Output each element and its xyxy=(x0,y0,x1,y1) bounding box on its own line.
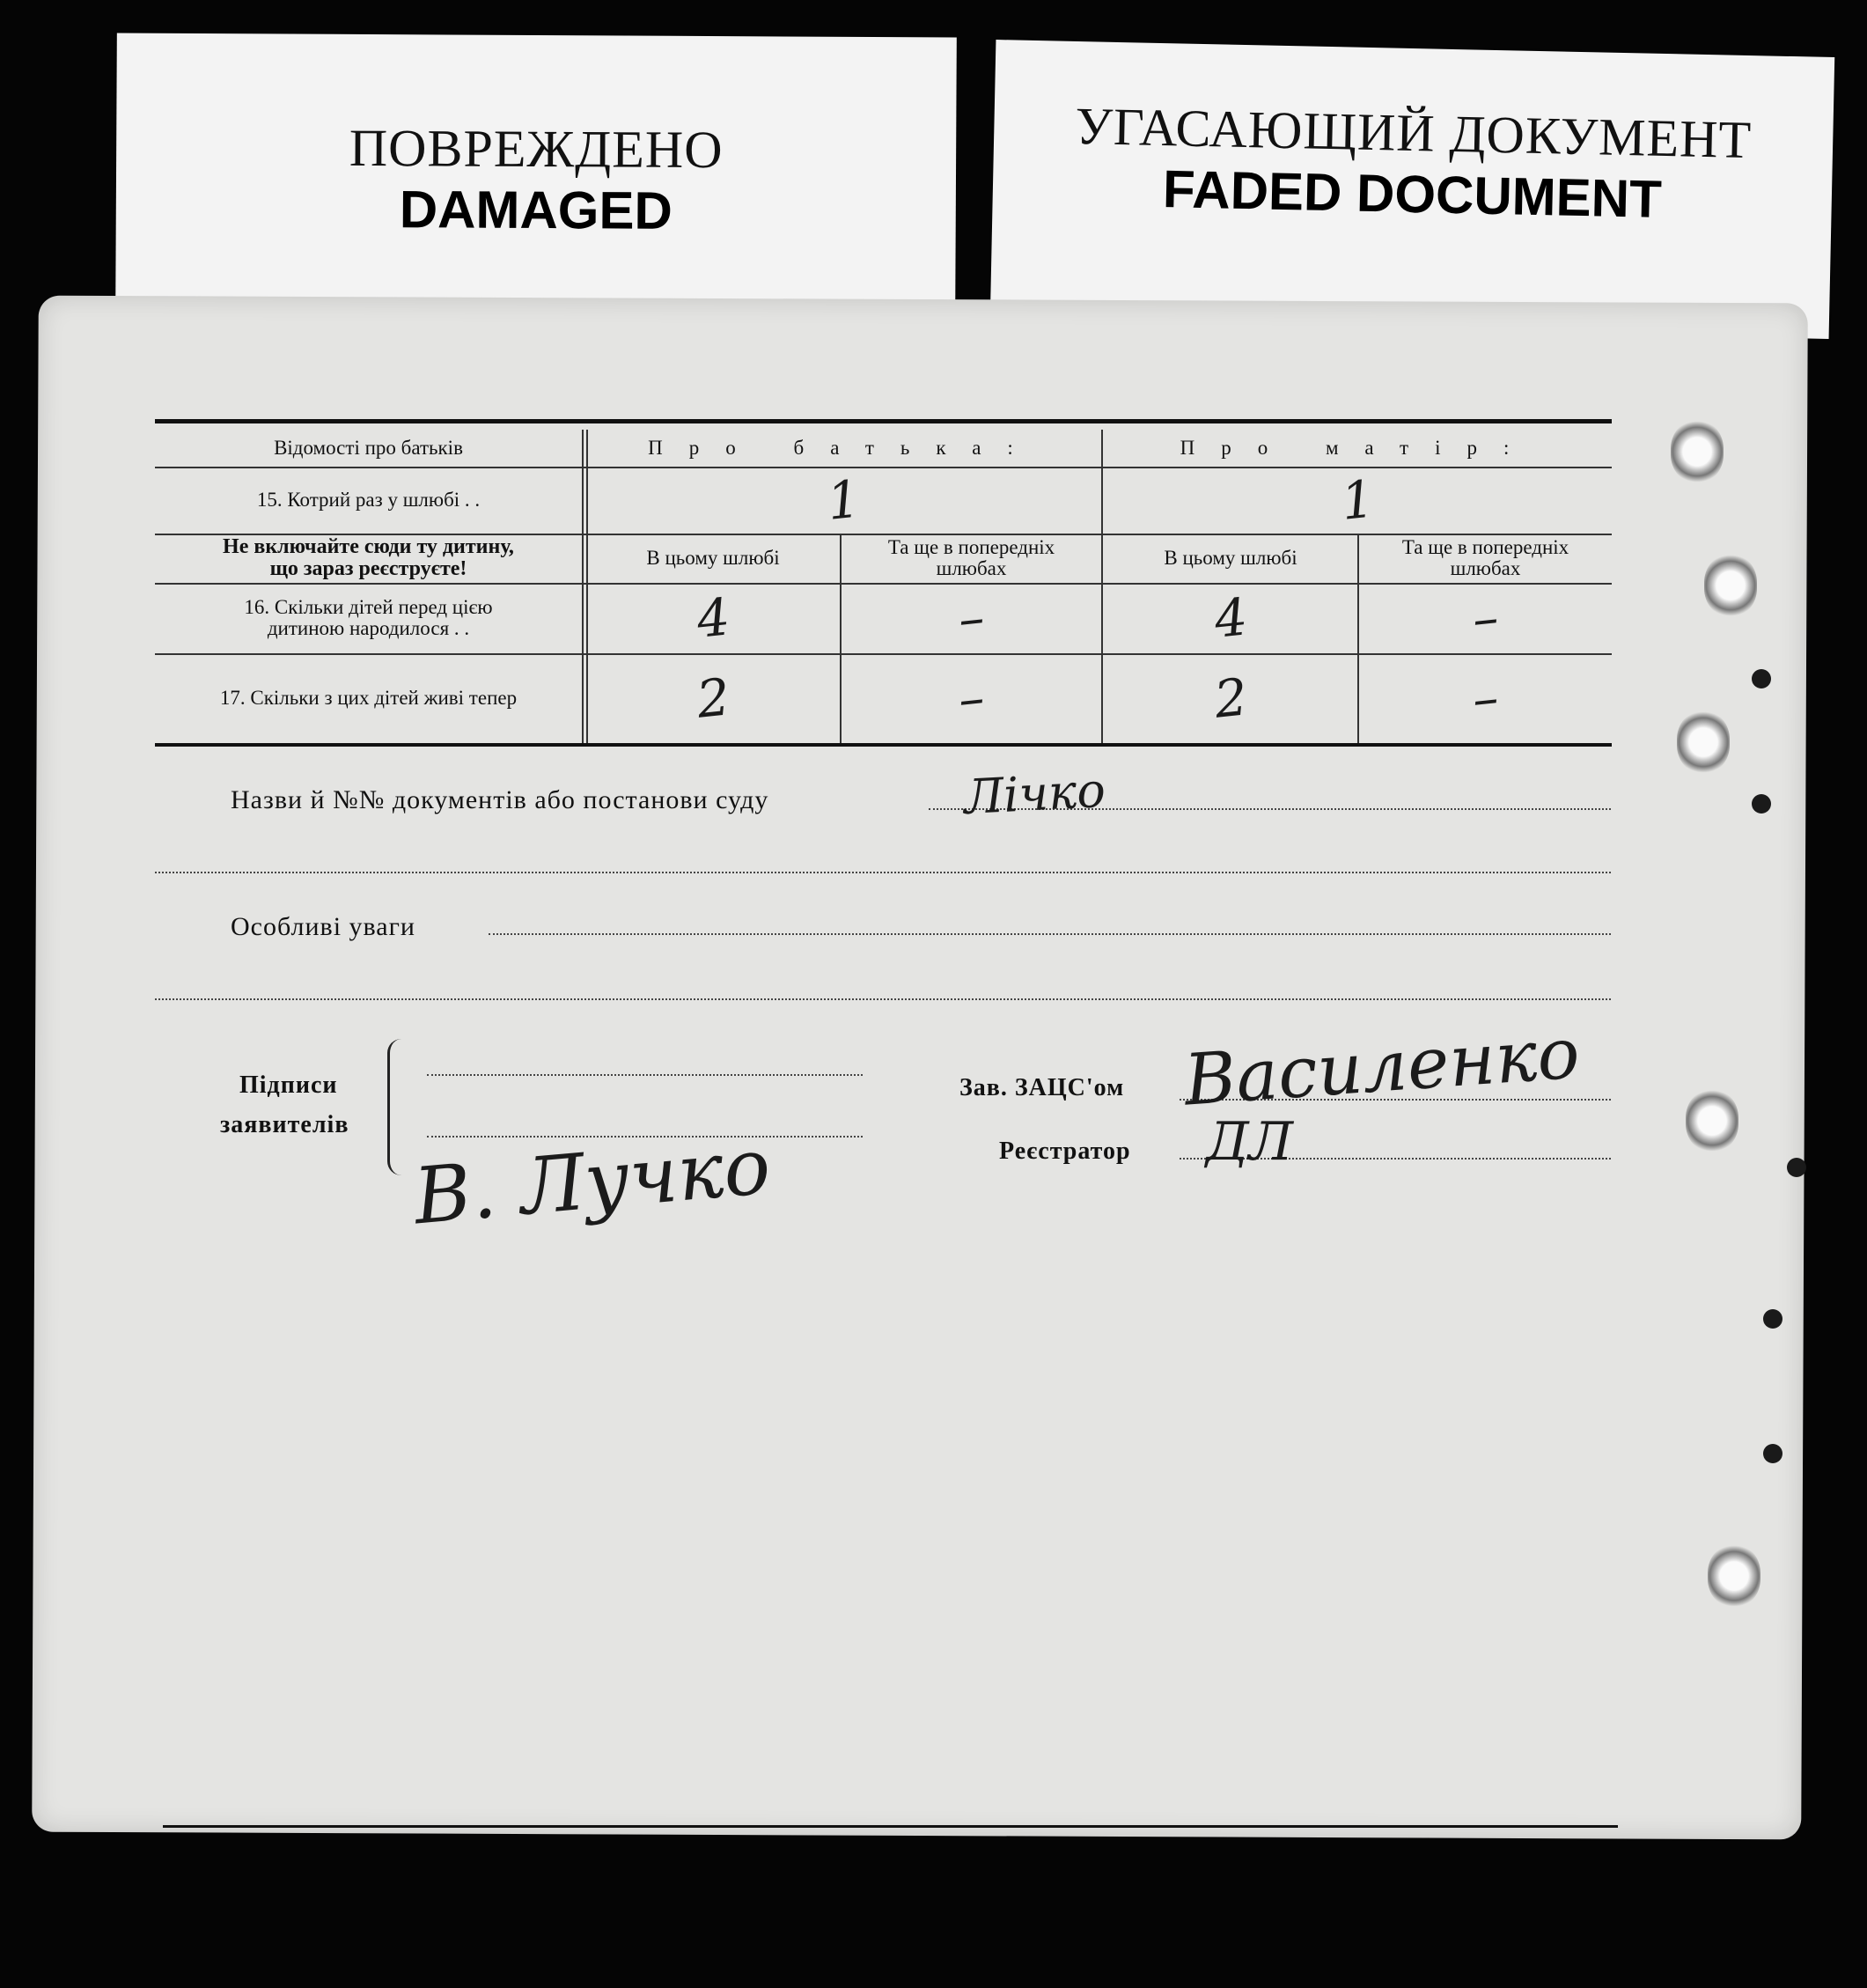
documents-value: Лічко xyxy=(962,762,1107,826)
damaged-tag-en: DAMAGED xyxy=(399,180,673,240)
subheader-mother-prev-line2: шлюбах xyxy=(1450,557,1521,579)
header-mother: Про матір: xyxy=(1180,436,1536,459)
table-row xyxy=(155,467,1612,535)
header-parents-info: Відомості про батьків xyxy=(274,436,463,459)
documents-label: Назви й №№ документів або постанови суду xyxy=(231,785,769,814)
remarks-label: Особливі уваги xyxy=(231,912,415,941)
subheader-note-line2: що зараз реєструєте! xyxy=(269,557,467,580)
row17-mother-prev: – xyxy=(1469,666,1502,729)
punch-hole xyxy=(1752,669,1771,688)
table-top-rule xyxy=(155,419,1612,423)
documents-line-2 xyxy=(155,872,1611,873)
row17-mother-this: 2 xyxy=(1211,666,1250,730)
faded-tag xyxy=(990,40,1834,339)
punch-hole xyxy=(1752,794,1771,814)
tear-mark xyxy=(1671,421,1724,482)
faded-tag-ru: УГАСАЮЩИЙ ДОКУМЕНТ xyxy=(1074,96,1753,170)
row16-mother-prev: – xyxy=(1469,586,1502,649)
punch-hole xyxy=(1763,1309,1782,1329)
head-signature: Василенко xyxy=(1181,1012,1583,1122)
punch-hole xyxy=(1763,1444,1782,1463)
registrar-label: Реєстратор xyxy=(999,1138,1131,1165)
subheader-father-prev-line2: шлюбах xyxy=(936,557,1007,579)
punch-hole xyxy=(1787,1158,1806,1177)
damaged-tag-ru: ПОВРЕЖДЕНО xyxy=(349,118,724,180)
registrar-signature: ДЛ xyxy=(1206,1111,1293,1173)
subheader-mother-this: В цьому шлюбі xyxy=(1164,546,1297,569)
row16-mother-this: 4 xyxy=(1211,585,1250,650)
subheader-father-prev-line1: Та ще в попередніх xyxy=(887,535,1055,558)
subheader-note-line1: Не включайте сюди ту дитину, xyxy=(223,534,514,558)
table-row xyxy=(155,583,1612,655)
table-bottom-rule xyxy=(155,743,1612,747)
table-subheader-row xyxy=(155,534,1612,585)
row16-label-line1: 16. Скільки дітей перед цією xyxy=(244,595,493,618)
row16-father-prev: – xyxy=(955,586,988,649)
row15-label: 15. Котрий раз у шлюбі . . xyxy=(256,488,481,511)
row15-father-value: 1 xyxy=(824,468,864,532)
remarks-line xyxy=(489,933,1611,935)
tear-mark xyxy=(1704,555,1757,616)
table-header-row xyxy=(155,430,1612,468)
applicants-label-line2: заявителів xyxy=(220,1111,349,1138)
row17-father-prev: – xyxy=(955,666,988,729)
tear-mark xyxy=(1708,1545,1760,1607)
damaged-tag xyxy=(115,33,957,320)
applicant-signature: В. Лучко xyxy=(410,1120,775,1242)
row17-label: 17. Скільки з цих дітей живі тепер xyxy=(219,686,518,709)
applicants-label-line1: Підписи xyxy=(239,1071,338,1099)
head-label: Зав. ЗАЦС'ом xyxy=(959,1074,1125,1101)
tear-mark xyxy=(1686,1090,1738,1152)
subheader-mother-prev-line1: Та ще в попередніх xyxy=(1401,535,1569,558)
faded-tag-en: FADED DOCUMENT xyxy=(1162,159,1663,229)
row15-mother-value: 1 xyxy=(1338,468,1378,532)
table-row xyxy=(155,653,1612,743)
bottom-rule xyxy=(163,1825,1618,1828)
header-father: Про батька: xyxy=(648,436,1040,459)
tear-mark xyxy=(1677,711,1730,773)
row16-label-line2: дитиною народилося . . xyxy=(267,617,470,639)
remarks-line-2 xyxy=(155,998,1611,1000)
applicants-brace xyxy=(387,1039,406,1175)
row16-father-this: 4 xyxy=(694,585,732,650)
subheader-father-this: В цьому шлюбі xyxy=(646,546,780,569)
row17-father-this: 2 xyxy=(694,666,732,730)
applicant-line-1 xyxy=(427,1074,863,1076)
